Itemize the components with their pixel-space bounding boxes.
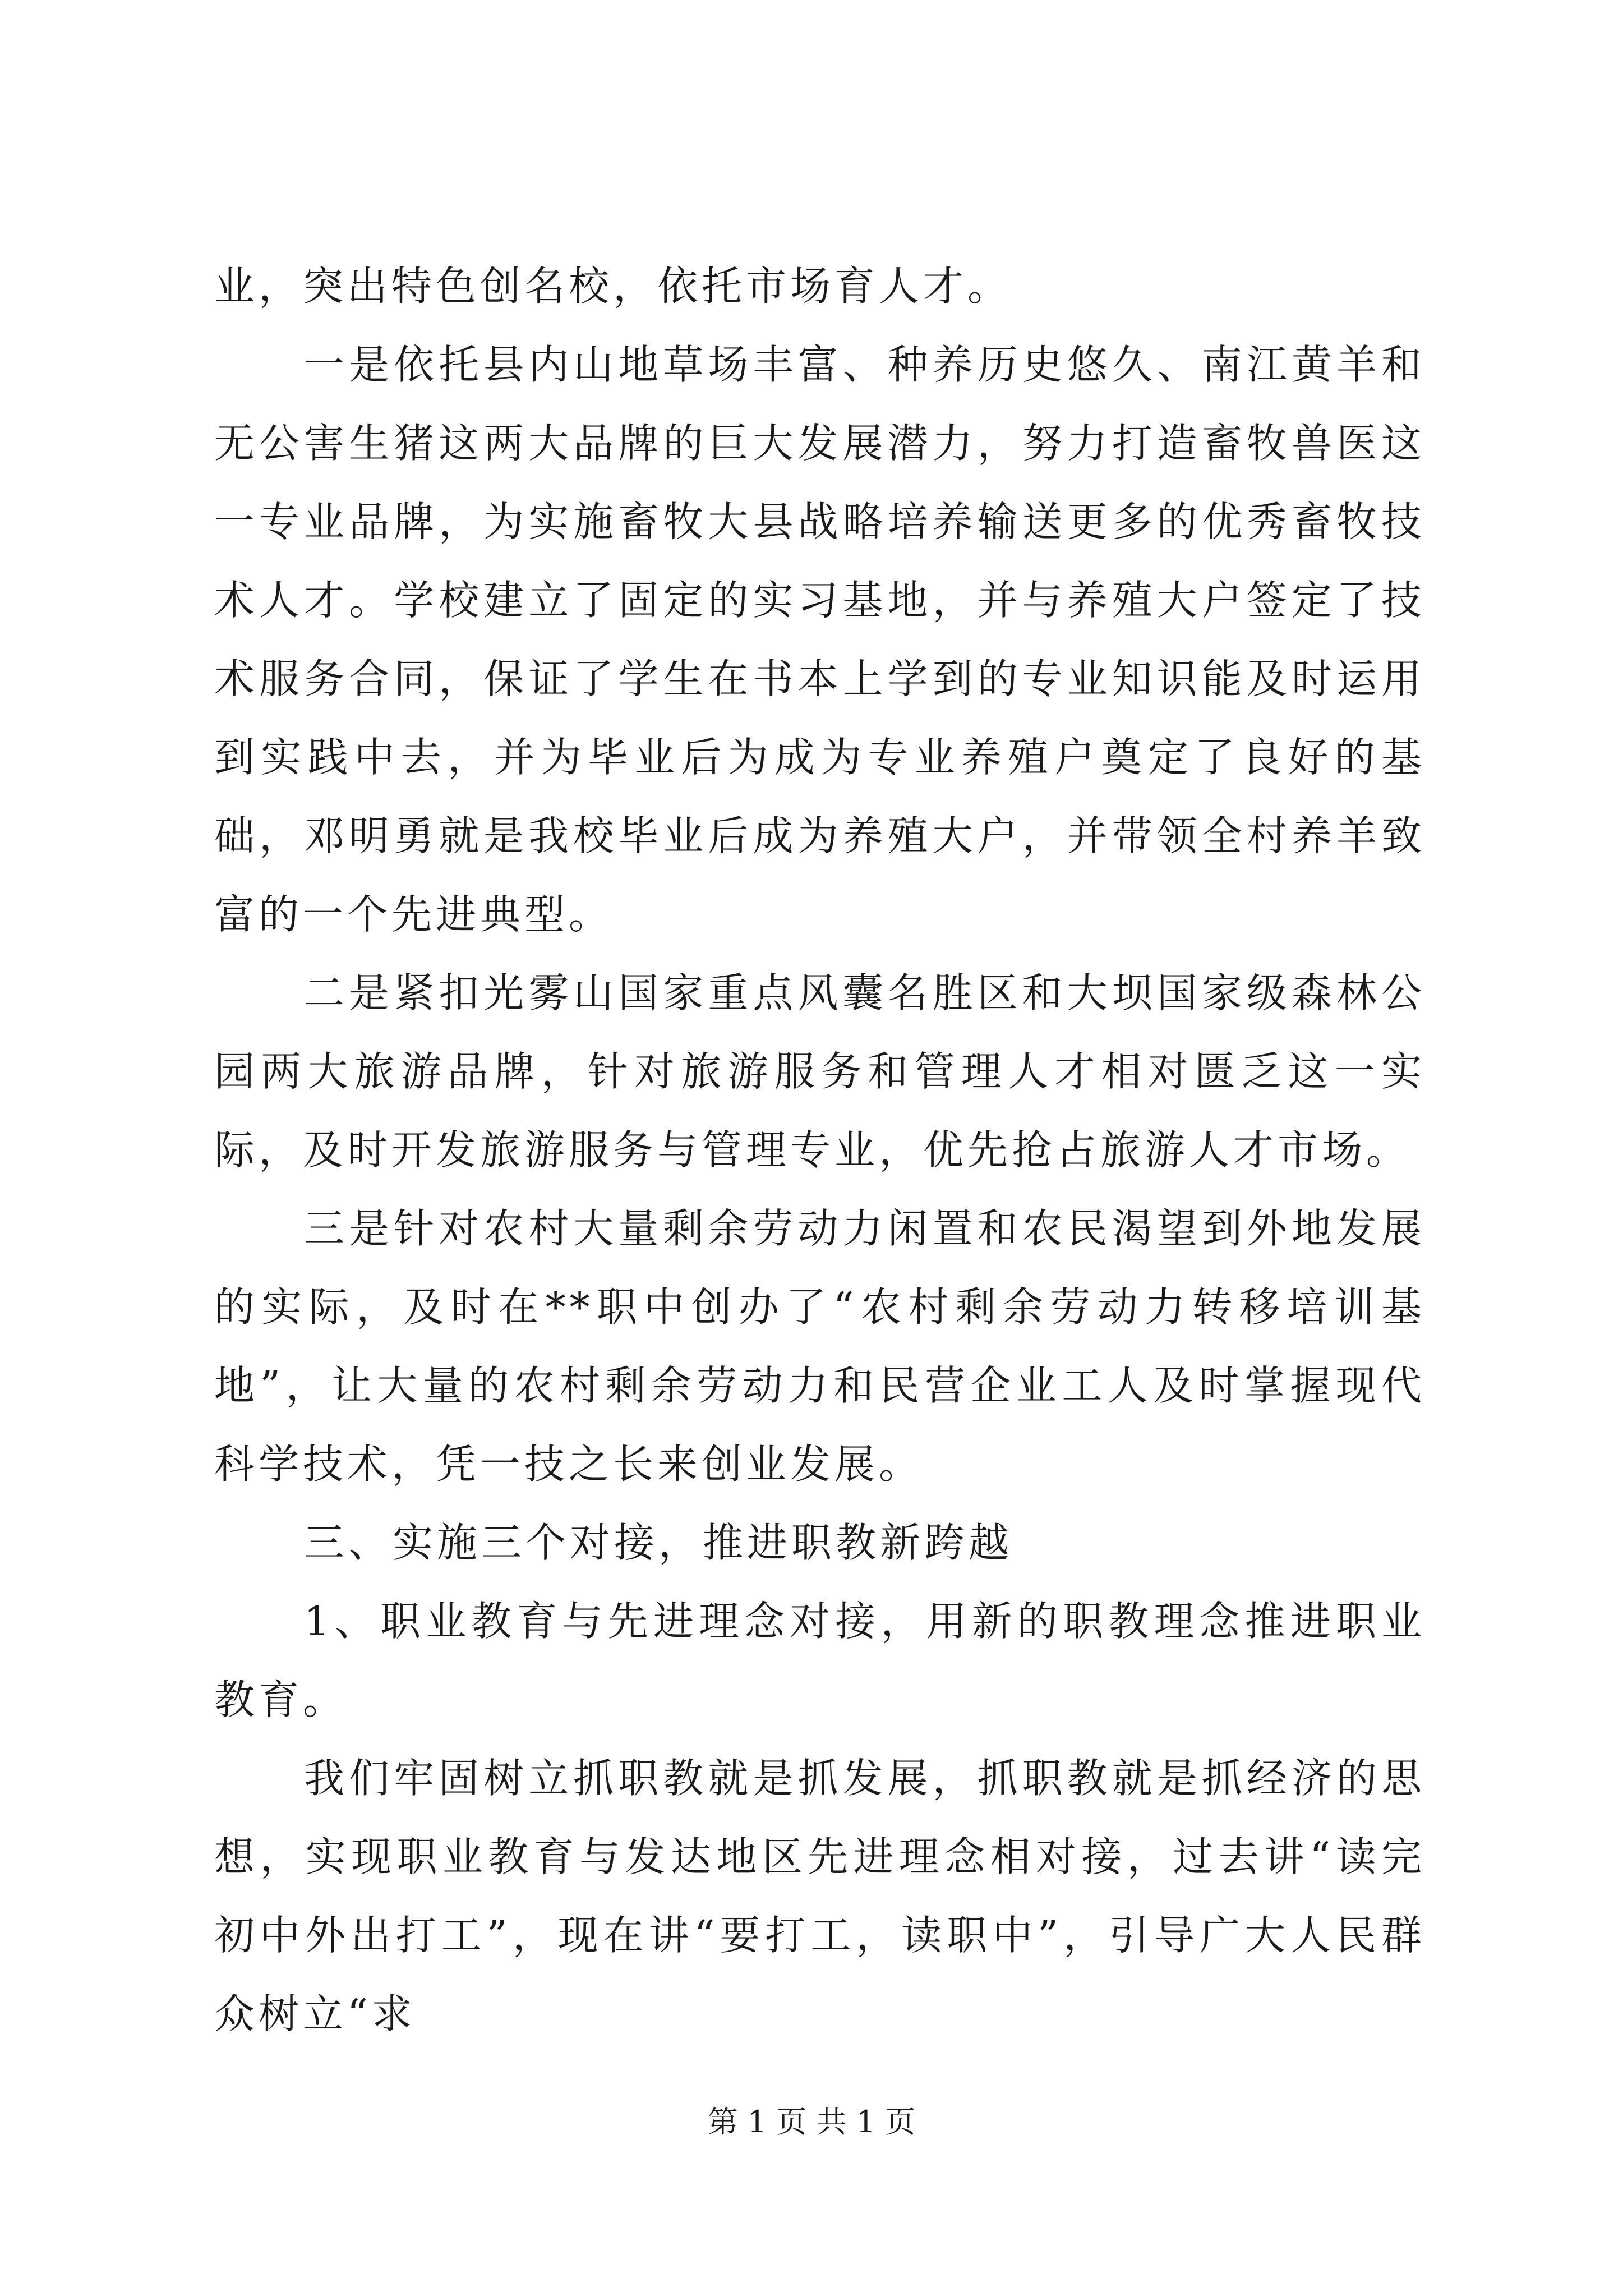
subsection-heading: 1、职业教育与先进理念对接，用新的职教理念推进职业教育。: [214, 1598, 1426, 1723]
paragraph-2: 一是依托县内山地草场丰富、种养历史悠久、南江黄羊和无公害生猪这两大品牌的巨大发展潜力，努力打造畜牧兽医这一专业品牌，为实施畜牧大县战略培养输送更多的优秀畜牧技术人才。学校建立了固定的实习基地，并与养殖大户签定了技术服务合同，保证了学生在书本上学到的专业知识能及时运用到实践中去，并为毕业后为成为专业养殖户奠定了良好的基础，邓明勇就是我校毕业后成为养殖大户，并带领全村养羊致富的一个先进典型。: [214, 341, 1426, 938]
document-body: [214, 247, 1426, 2053]
section-heading: 三、实施三个对接，推进职教新跨越: [304, 1519, 1013, 1566]
paragraph-3: 二是紧扣光雾山国家重点风囊名胜区和大坝国家级森林公园两大旅游品牌，针对旅游服务和管理人才相对匮乏这一实际，及时开发旅游服务与管理专业，优先抢占旅游人才市场。: [214, 969, 1426, 1174]
page-footer: 第 1 页 共 1 页: [707, 2104, 916, 2139]
paragraph-1: 业，突出特色创名校，依托市场育人才。: [214, 263, 1012, 310]
paragraph-4: 三是针对农村大量剩余劳动力闲置和农民渴望到外地发展的实际，及时在**职中创办了“农村剩余劳动力转移培训基地”，让大量的农村剩余劳动力和民营企业工人及时掌握现代科学技术，凭一技之长来创业发展。: [214, 1205, 1426, 1488]
paragraph-7: 我们牢固树立抓职教就是抓发展，抓职教就是抓经济的思想，实现职业教育与发达地区先进理念相对接，过去讲“读完初中外出打工”，现在讲“要打工，读职中”，引导广大人民群众树立“求: [214, 1755, 1426, 2037]
